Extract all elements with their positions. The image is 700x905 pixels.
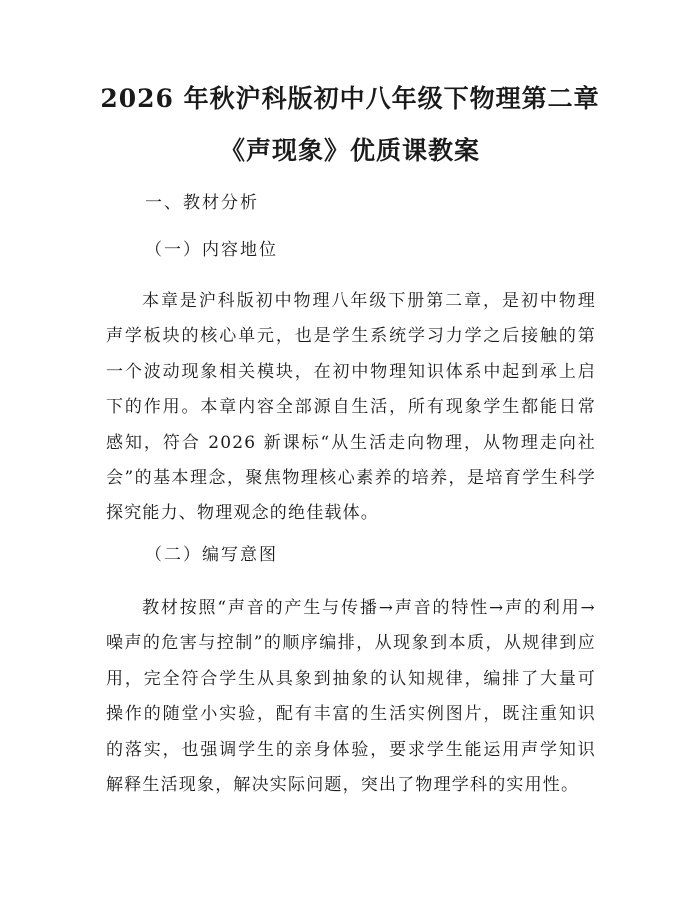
section-heading-textbook-analysis: 一、教材分析 <box>145 193 259 213</box>
document-title-line2: 《声现象》优质课教案 <box>219 136 480 165</box>
document-title-line1: 2026 年秋沪科版初中八年级下物理第二章 <box>100 84 600 113</box>
paragraph-writing-intent: 教材按照“声音的产生与传播→声音的特性→声的利用→噪声的危害与控制”的顺序编排，从现象到本质，从规律到应用，完全符合学生从具象到抽象的认知规律，编排了大量可操作的随堂小实验，配有丰富的生活实例图片，既注重知识的落实，也强调学生的亲身体验，要求学生能运用声学知识解释生活现象，解决实际问题，突出了物理学科的实用性。 <box>106 598 596 796</box>
paragraph-content-position: 本章是沪科版初中物理八年级下册第二章，是初中物理声学板块的核心单元，也是学生系统学习力学之后接触的第一个波动现象相关模块，在初中物理知识体系中起到承上启下的作用。本章内容全部源自生活，所有现象学生都能日常感知，符合 2026 新课标“从生活走向物理，从物理走向社会”的基本理念，聚焦物理核心素养的培养，是培育学生科学探究能力、物理观念的绝佳载体。 <box>106 291 596 524</box>
subsection-heading-content-position: （一）内容地位 <box>145 240 278 260</box>
subsection-heading-writing-intent: （二）编写意图 <box>145 545 278 565</box>
